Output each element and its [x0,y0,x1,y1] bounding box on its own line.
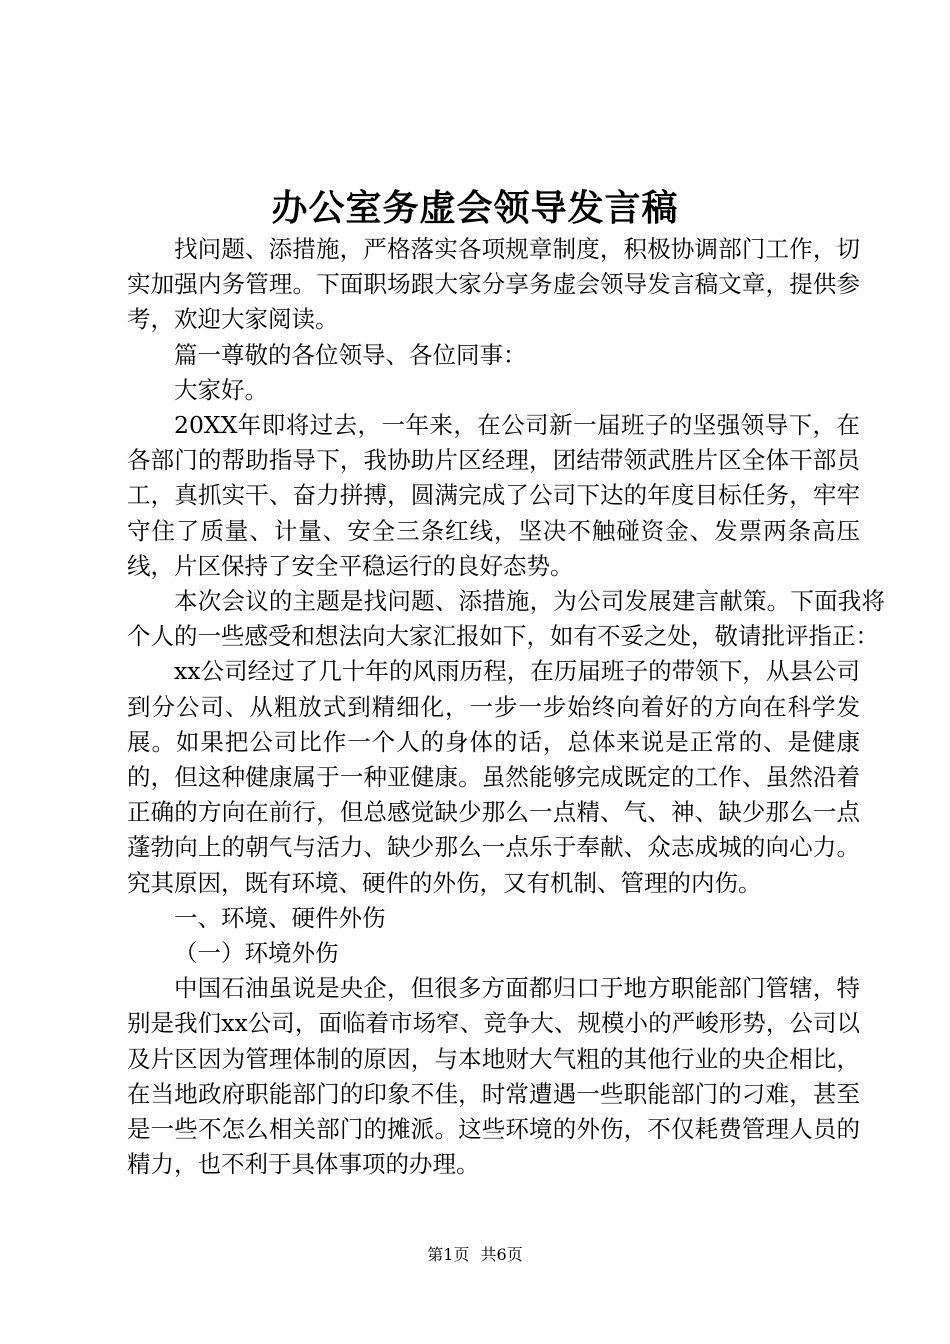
subsection-heading-1: （一）环境外伤 [174,939,339,968]
paragraph-meeting-theme: 本次会议的主题是找问题、添措施，为公司发展建言献策。下面我将个人的一些感受和想法向大家汇报如下，如有不妥之处，敬请批评指正： [127,587,885,651]
paragraph-salutation: 篇一尊敬的各位领导、各位同事： [174,340,527,369]
page-number: 第1页 [427,1245,470,1264]
document-body [127,232,885,1182]
section-heading-1: 一、环境、硬件外伤 [174,903,386,932]
paragraph-company-history: xx公司经过了几十年的风雨历程，在历届班子的带领下，从县公司到分公司、从粗放式到精细化，一步一步始终向着好的方向在科学发展。如果把公司比作一个人的身体的话，总体来说是正常的、是健康的，但这种健康属于一种亚健康。虽然能够完成既定的工作、虽然沿着正确的方向在前行，但总感觉缺少那么一点精、气、神、缺少那么一点蓬勃向上的朝气与活力、缺少那么一点乐于奉献、众志成城的向心力。究其原因，既有环境、硬件的外伤，又有机制、管理的内伤。 [127,657,860,897]
paragraph-greeting: 大家好。 [174,375,268,404]
paragraph-intro: 找问题、添措施，严格落实各项规章制度，积极协调部门工作，切实加强内务管理。下面职场跟大家分享务虚会领导发言稿文章，提供参考，欢迎大家阅读。 [127,235,860,334]
paragraph-year-review: 20XX年即将过去，一年来，在公司新一届班子的坚强领导下，在各部门的帮助指导下，我协助片区经理，团结带领武胜片区全体干部员工，真抓实干、奋力拼搏，圆满完成了公司下达的年度目标任务，牢牢守住了质量、计量、安全三条红线，坚决不触碰资金、发票两条高压线，片区保持了安全平稳运行的良好态势。 [127,411,860,580]
page-total: 共6页 [480,1245,523,1264]
document-title: 办公室务虚会领导发言稿 [271,187,679,229]
paragraph-environment: 中国石油虽说是央企，但很多方面都归口于地方职能部门管辖，特别是我们xx公司，面临着市场窄、竞争大、规模小的严峻形势，公司以及片区因为管理体制的原因，与本地财大气粗的其他行业的央企相比，在当地政府职能部门的印象不佳，时常遭遇一些职能部门的刁难，甚至是一些不怎么相关部门的摊派。这些环境的外伤，不仅耗费管理人员的精力，也不利于具体事项的办理。 [127,974,860,1179]
page-footer [0,1243,950,1267]
